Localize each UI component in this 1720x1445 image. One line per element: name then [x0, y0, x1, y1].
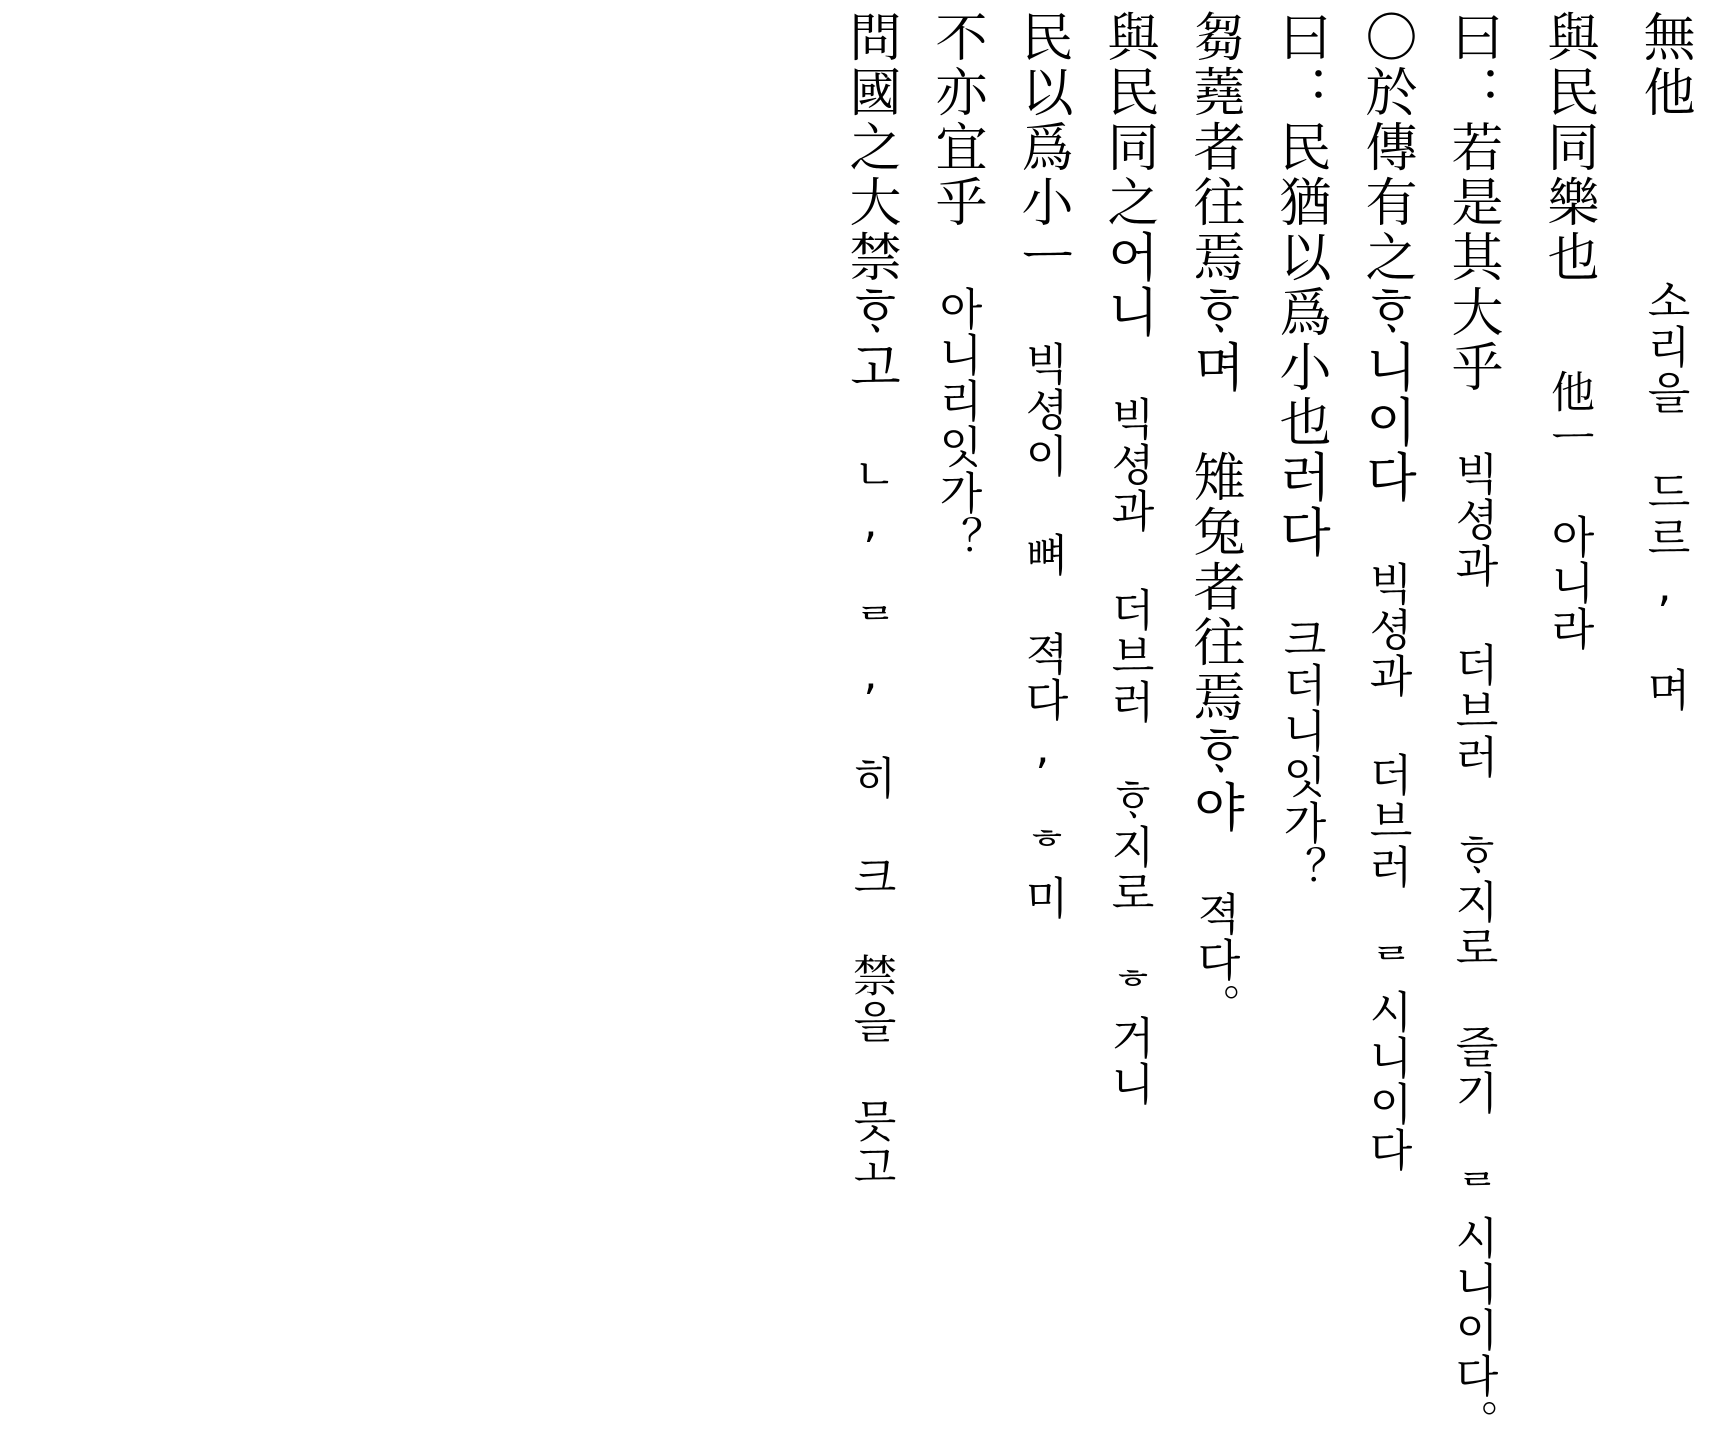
han-text: 問國之大禁ᄒᆞ고 [840, 10, 900, 395]
han-text: 與民同之어니 [1098, 10, 1158, 340]
text-column [982, 10, 1072, 921]
text-column [1240, 10, 1330, 892]
text-column [816, 10, 900, 1190]
korean-gloss: 아니리잇가？ [931, 286, 982, 562]
text-column [1068, 10, 1158, 1107]
korean-gloss: 젹다。 [1189, 891, 1240, 1029]
text-column [1154, 10, 1244, 1029]
han-text: 不亦宜乎 [926, 10, 986, 230]
korean-gloss: 빅셩과 더브러 ᄒᆞ지로 즐기 ᄅ시니이다。 [1447, 451, 1498, 1445]
text-column [1326, 10, 1416, 1173]
han-text: 無他 [1634, 10, 1694, 120]
korean-gloss: 他ㅡ 아니라 [1543, 369, 1594, 652]
han-text: 民以爲小ㅡ [1012, 10, 1072, 285]
han-text: 與民同樂也 [1538, 10, 1598, 285]
korean-gloss: 빅셩이 뼈 젹다, ᄒ미 [1017, 341, 1068, 921]
text-column [1412, 10, 1502, 1445]
han-text: 曰：若是其大乎 [1442, 10, 1502, 395]
text-column [1594, 10, 1694, 713]
han-text: 〇於傳有之ᄒᆞ니이다 [1356, 10, 1416, 505]
text-column [896, 10, 986, 562]
han-text: 芻蕘者往焉ᄒᆞ며 雉兔者往焉ᄒᆞ야 [1184, 10, 1244, 835]
korean-gloss: 소리을 드르, 며 [1639, 278, 1690, 713]
korean-gloss: 크더니잇가？ [1275, 616, 1326, 892]
korean-gloss: 빅셩과 더브러 ᄒᆞ지로 ᄒ거니 [1103, 396, 1154, 1107]
korean-gloss: 빅셩과 더브러 ᄅ시니이다 [1361, 561, 1412, 1173]
korean-gloss: ㄴ, ᄅ, 히 크 禁을 믓고 [845, 451, 896, 1190]
han-text: 曰：民猶以爲小也러다 [1270, 10, 1330, 560]
text-column [1498, 10, 1598, 652]
